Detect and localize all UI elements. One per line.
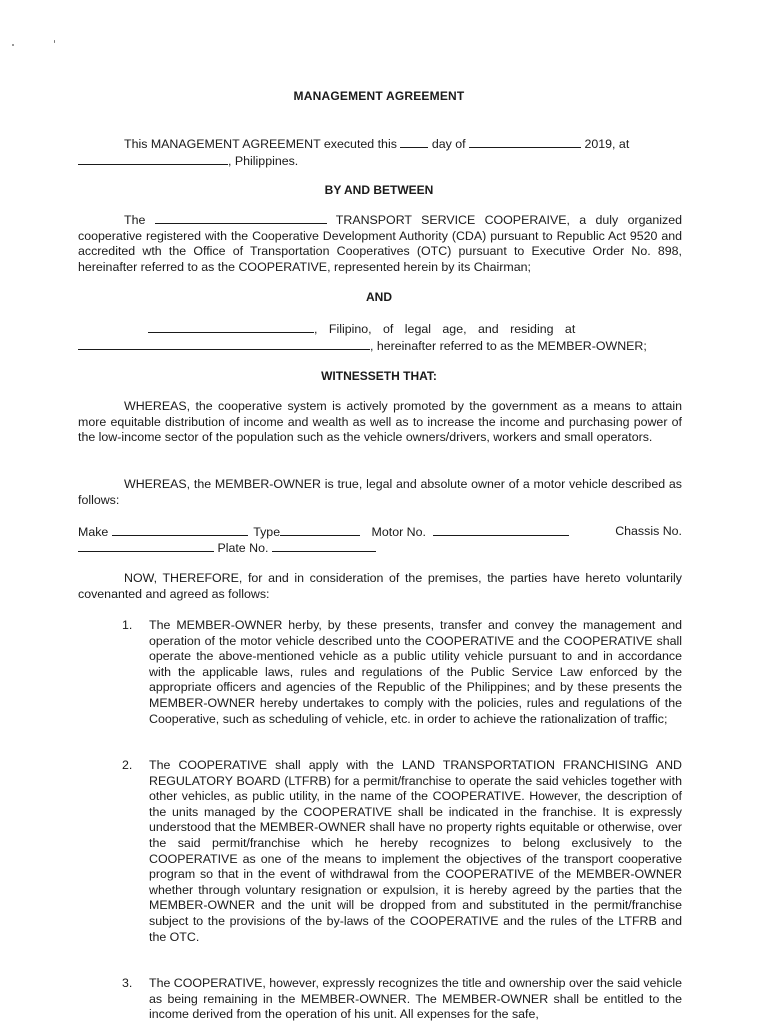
- whereas-paragraph-1: [78, 399, 682, 446]
- intro-text-a: This MANAGEMENT AGREEMENT executed this: [124, 137, 397, 151]
- member-owner-party-paragraph: [78, 321, 682, 354]
- whereas2-text: WHEREAS, the MEMBER-OWNER is true, legal and absolute owner of a motor vehicle described as follows:: [78, 477, 682, 507]
- vehicle-details-line-2: [78, 540, 682, 557]
- plate-no-label: Plate No.: [217, 541, 269, 555]
- item-number: 3.: [122, 976, 133, 990]
- place-blank: [78, 153, 228, 165]
- make-blank: [112, 524, 248, 536]
- now-therefore-text: NOW, THEREFORE, for and in consideration of the premises, the parties have hereto voluntarily covenanted and agreed as follows:: [78, 571, 682, 601]
- plate-no-blank: [272, 540, 376, 552]
- type-label: Type: [253, 525, 281, 539]
- whereas1-text: WHEREAS, the cooperative system is actively promoted by the government as a means to attain more equitable distribution of income and wealth as well as to increase the income and purchasing power of the low-income sector of the population such as the vehicle owners/drivers, workers and small operators.: [78, 399, 682, 445]
- whereas-paragraph-2: [78, 477, 682, 508]
- vehicle-details-line-1: [78, 524, 682, 541]
- item-text: The COOPERATIVE shall apply with the LAND TRANSPORTATION FRANCHISING AND REGULATORY BOARD (LTFRB) for a permit/franchise to operate the said vehicles together with other vehicles, as public utility, in the name of the COOPERATIVE. However, the description of the units managed by the COOPERATIVE shall be indicated in the franchise. It is expressly understood that the MEMBER-OWNER shall have no property rights equitable or otherwise, over the said permit/franchise which he hereby recognizes to belong exclusively to the COOPERATIVE as one of the means to implement the objectives of the transport cooperative program so that in the event of withdrawal from the COOPERATIVE of the MEMBER-OWNER whether through voluntary resignation or expulsion, it is hereby agreed by the parties that the MEMBER-OWNER and the unit will be dropped from and substituted in the permit/franchise subject to the provisions of the by-laws of the COOPERATIVE and the rules of the LTFRB and the OTC.: [149, 758, 682, 944]
- month-blank: [469, 136, 581, 148]
- residence-blank: [78, 338, 370, 350]
- item-text: The MEMBER-OWNER herby, by these presents, transfer and convey the management and operation of the motor vehicle described unto the COOPERATIVE and the COOPERATIVE shall operate the above-mentioned vehicle as a public utility vehicle pursuant to and in accordance with the applicable laws, rules and regulations of the Public Service Law enforced by the appropriate officers and agencies of the Republic of the Philippines; and by these presents the MEMBER-OWNER hereby undertakes to comply with the policies, rules and regulations of the Cooperative, such as scheduling of vehicle, etc. in order to achieve the rationalization of traffic;: [149, 618, 682, 726]
- make-label: Make: [78, 525, 109, 539]
- party2-text-a: , Filipino, of legal age, and residing at: [314, 322, 576, 336]
- cooperative-name-blank: [155, 212, 327, 224]
- intro-text-b: day of: [431, 137, 466, 151]
- witnesseth-heading: WITNESSETH THAT:: [321, 369, 437, 383]
- chassis-no-blank: [78, 540, 214, 552]
- party1-text-b: TRANSPORT SERVICE COOPERAIVE, a duly organized cooperative registered with the Cooperative Development Authority (CDA) pursuant to Republic Act 9520 and accredited wth the Office of Transportation Cooperatives (OTC) pursuant to Executive Order No. 898, hereinafter referred to as the COOPERATIVE, represented herein by its Chairman;: [78, 213, 682, 274]
- and-heading: AND: [366, 290, 392, 304]
- item-number: 1.: [122, 618, 133, 632]
- intro-text-c: 2019, at: [584, 137, 630, 151]
- motor-no-blank: [433, 524, 569, 536]
- intro-paragraph: [78, 136, 682, 169]
- item-number: 2.: [122, 758, 133, 772]
- item-text: The COOPERATIVE, however, expressly recognizes the title and ownership over the said vehicle as being remaining in the MEMBER-OWNER. The MEMBER-OWNER shall be entitled to the income derived from the operation of his unit. All expenses for the safe,: [149, 976, 682, 1022]
- document-title: MANAGEMENT AGREEMENT: [293, 89, 465, 103]
- motor-no-label: Motor No.: [371, 525, 426, 539]
- party1-text-a: The: [124, 213, 146, 227]
- intro-text-d: , Philippines.: [228, 153, 299, 168]
- scan-speck: [54, 40, 55, 43]
- by-and-between-heading: BY AND BETWEEN: [324, 183, 434, 197]
- member-name-blank: [148, 321, 314, 333]
- list-item: [122, 976, 682, 1023]
- now-therefore-paragraph: [78, 571, 682, 602]
- day-blank: [400, 136, 428, 148]
- type-blank: [280, 524, 360, 536]
- list-item: [122, 758, 682, 945]
- scan-speck: [12, 44, 14, 46]
- list-item: [122, 618, 682, 727]
- party2-text-b: , hereinafter referred to as the MEMBER-OWNER;: [370, 338, 647, 353]
- cooperative-party-paragraph: [78, 212, 682, 275]
- chassis-no-label: Chassis No.: [615, 524, 682, 538]
